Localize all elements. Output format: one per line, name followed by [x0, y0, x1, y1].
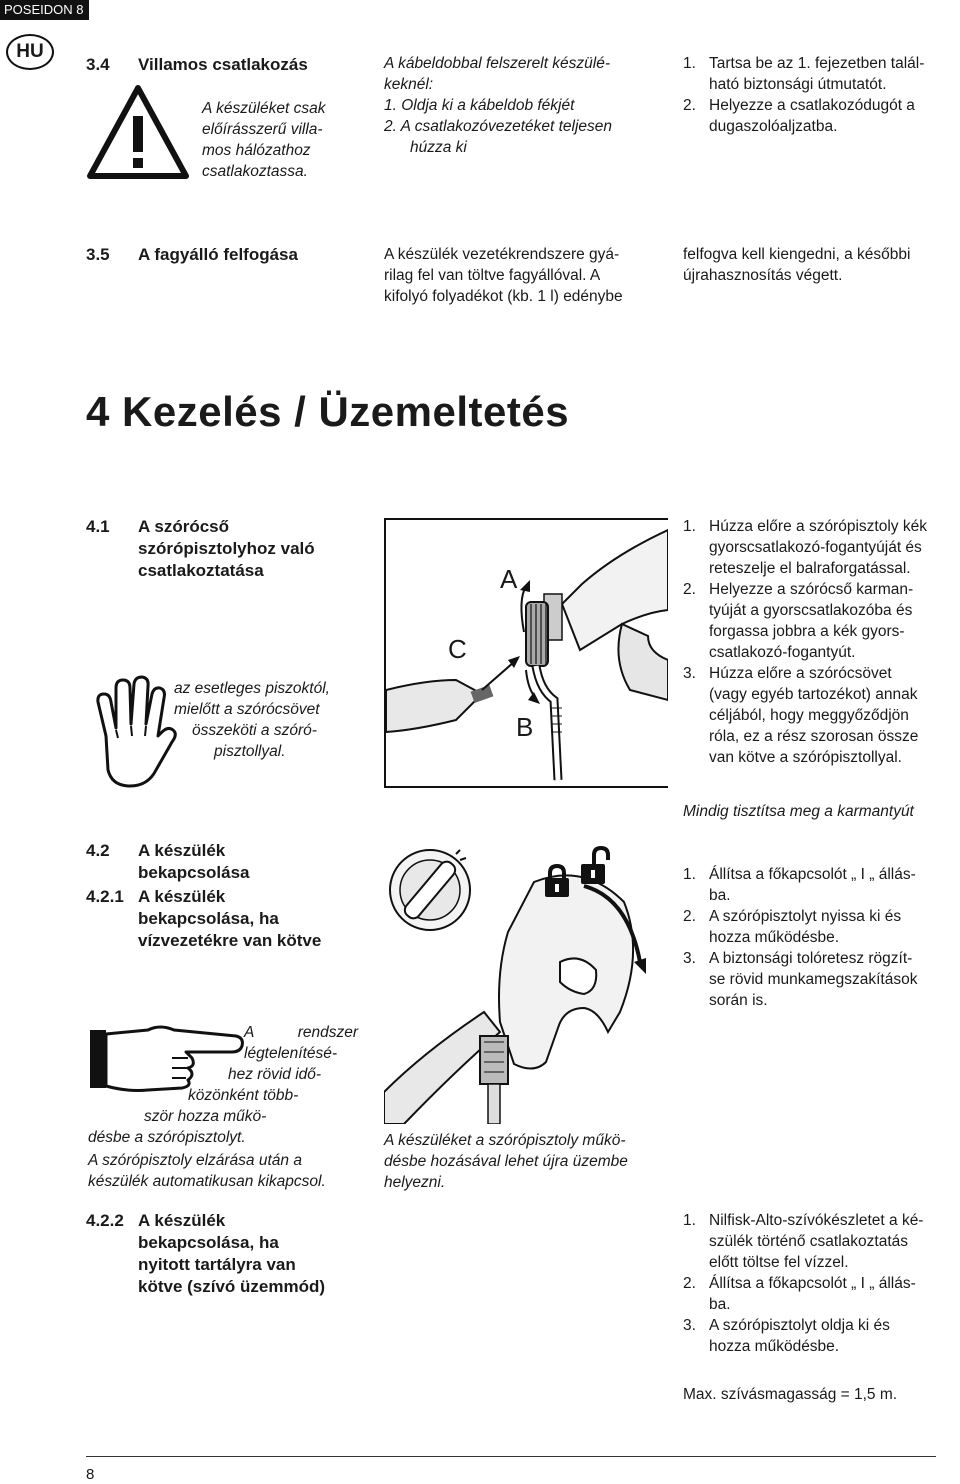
- figure-label-b: B: [516, 712, 534, 742]
- section-3-5-heading: [86, 244, 298, 266]
- list-item: 2. Állítsa a főkapcsolót „ I „ állás- ba.: [683, 1275, 916, 1313]
- section-3-4-heading: [86, 54, 308, 76]
- section-4-2-heading: 4.2 A készülék bekapcsolása: [86, 841, 250, 882]
- text-line: désbe hozásával lehet újra üzembe: [384, 1153, 628, 1170]
- vent-hint-text: [88, 1022, 358, 1148]
- section-number: 4.1: [86, 517, 110, 536]
- hand-warning-text: [174, 678, 366, 762]
- section-number: 3.5: [86, 245, 110, 264]
- text-line: előírásszerű villa-: [202, 121, 323, 138]
- list-item: 2. Helyezze a szórócső karman- tyúját a gyorscsatlakozóba és forgassa jobbra a kék gyors- csatlakozó-fogantyút.: [683, 581, 914, 661]
- footer-rule: [86, 1456, 936, 1457]
- switch-on-figure: [384, 842, 666, 1124]
- text-line: pisztollyal.: [214, 743, 286, 760]
- cable-reel-text: [384, 53, 664, 158]
- text-line: felfogva kell kiengedni, a későbbi: [683, 246, 911, 263]
- spray-lance-connection-figure: [384, 518, 668, 788]
- max-suction-height: Max. szívásmagasság = 1,5 m.: [683, 1386, 898, 1403]
- section-number: 4.2: [86, 841, 110, 860]
- text-line: az esetleges piszoktól,: [174, 680, 330, 697]
- spray-gun-illustration: [386, 520, 668, 786]
- list-item: 3. A szórópisztolyt oldja ki és hozza működésbe.: [683, 1317, 890, 1355]
- text-line: A szórópisztoly elzárása után a: [88, 1152, 302, 1169]
- text-line: 2. A csatlakozóvezetéket teljesen: [384, 118, 613, 135]
- section-4-1-heading: 4.1 A szórócső szórópisztolyhoz való csatlakoztatása: [86, 517, 315, 580]
- running-header: POSEIDON 8: [0, 0, 89, 20]
- antifreeze-text-continued: [683, 244, 953, 286]
- warning-text: [202, 98, 360, 182]
- list-item: 1. Nilfisk-Alto-szívókészletet a ké- szülék történő csatlakoztatás előtt töltse fel vízzel.: [683, 1212, 924, 1271]
- auto-off-text: [88, 1150, 368, 1192]
- list-item: 1. Tartsa be az 1. fejezetben talál- ható biztonsági útmutatót.: [683, 55, 925, 93]
- text-line: A rendszer: [244, 1024, 358, 1041]
- text-line: ször hozza műkö-: [144, 1108, 267, 1125]
- steps-list-4-2-1: [683, 864, 953, 1011]
- main-switch-and-gun-illustration: [384, 842, 666, 1124]
- figure-caption: [384, 1130, 666, 1193]
- chapter-title: 4 Kezelés / Üzemeltetés: [86, 388, 570, 435]
- section-number: 4.2.1: [86, 887, 124, 906]
- text-line: csatlakoztassa.: [202, 163, 308, 180]
- text-line: légtelenítésé-: [244, 1045, 338, 1062]
- text-line: 1. Oldja ki a kábeldob fékjét: [384, 97, 575, 114]
- section-title: A fagyálló felfogása: [138, 245, 298, 264]
- text-line: A kábeldobbal felszerelt készülé-: [384, 55, 611, 72]
- warning-triangle-icon: [86, 84, 190, 180]
- text-line: kifolyó folyadékot (kb. 1 l) edénybe: [384, 288, 623, 305]
- clean-coupling-note: Mindig tisztítsa meg a karmantyút: [683, 803, 914, 820]
- text-line: A készüléket a szórópisztoly műkö-: [384, 1132, 626, 1149]
- section-4-2-1-heading: 4.2.1 A készülék bekapcsolása, ha vízvezetékre van kötve: [86, 887, 322, 950]
- figure-label-c: C: [448, 634, 467, 664]
- section-number: 3.4: [86, 55, 110, 74]
- list-item: 1. Húzza előre a szórópisztoly kék gyorscsatlakozó-fogantyúját és reteszelje el balraforgatással.: [683, 518, 927, 577]
- section-title: Villamos csatlakozás: [138, 55, 308, 74]
- language-badge: HU: [6, 34, 54, 70]
- text-line: keknél:: [384, 76, 434, 93]
- steps-list-4-2-2: [683, 1210, 953, 1357]
- lock-closed-icon: [544, 864, 570, 898]
- list-item: 3. Húzza előre a szórócsövet (vagy egyéb tartozékot) annak céljából, hogy meggyőződjön róla, ez a rész szorosan össze van kötve a szórópisztollyal.: [683, 665, 919, 766]
- hand-stop-icon: [92, 674, 178, 790]
- text-line: összeköti a szóró-: [192, 722, 317, 739]
- figure-label-a: A: [500, 564, 518, 594]
- antifreeze-text: [384, 244, 664, 307]
- section-4-2-2-heading: 4.2.2 A készülék bekapcsolása, ha nyitott tartályra van kötve (szívó üzemmód): [86, 1211, 326, 1296]
- text-line: désbe a szórópisztolyt.: [88, 1129, 246, 1146]
- steps-list-3-4: [683, 53, 953, 137]
- text-line: helyezni.: [384, 1174, 446, 1191]
- section-number: 4.2.2: [86, 1211, 124, 1230]
- text-line: készülék automatikusan kikapcsol.: [88, 1173, 326, 1190]
- text-line: A készüléket csak: [202, 100, 326, 117]
- text-line: rilag fel van töltve fagyállóval. A: [384, 267, 601, 284]
- text-line: mos hálózathoz: [202, 142, 311, 159]
- list-item: 1. Állítsa a főkapcsolót „ I „ állás- ba.: [683, 866, 916, 904]
- text-line: mielőtt a szórócsövet: [174, 701, 320, 718]
- text-line: újrahasznosítás végett.: [683, 267, 843, 284]
- text-line: A készülék vezetékrendszere gyá-: [384, 246, 620, 263]
- lock-open-icon: [580, 846, 610, 886]
- text-line: húzza ki: [410, 139, 467, 156]
- text-line: hez rövid idő-: [228, 1066, 322, 1083]
- steps-list-4-1: [683, 516, 953, 768]
- list-item: 2. Helyezze a csatlakozódugót a dugaszolóaljzatba.: [683, 97, 915, 135]
- list-item: 3. A biztonsági tolóretesz rögzít- se rövid munkamegszakítások során is.: [683, 950, 918, 1009]
- text-line: közönként több-: [188, 1087, 299, 1104]
- page-number: 8: [86, 1466, 95, 1483]
- list-item: 2. A szórópisztolyt nyissa ki és hozza működésbe.: [683, 908, 902, 946]
